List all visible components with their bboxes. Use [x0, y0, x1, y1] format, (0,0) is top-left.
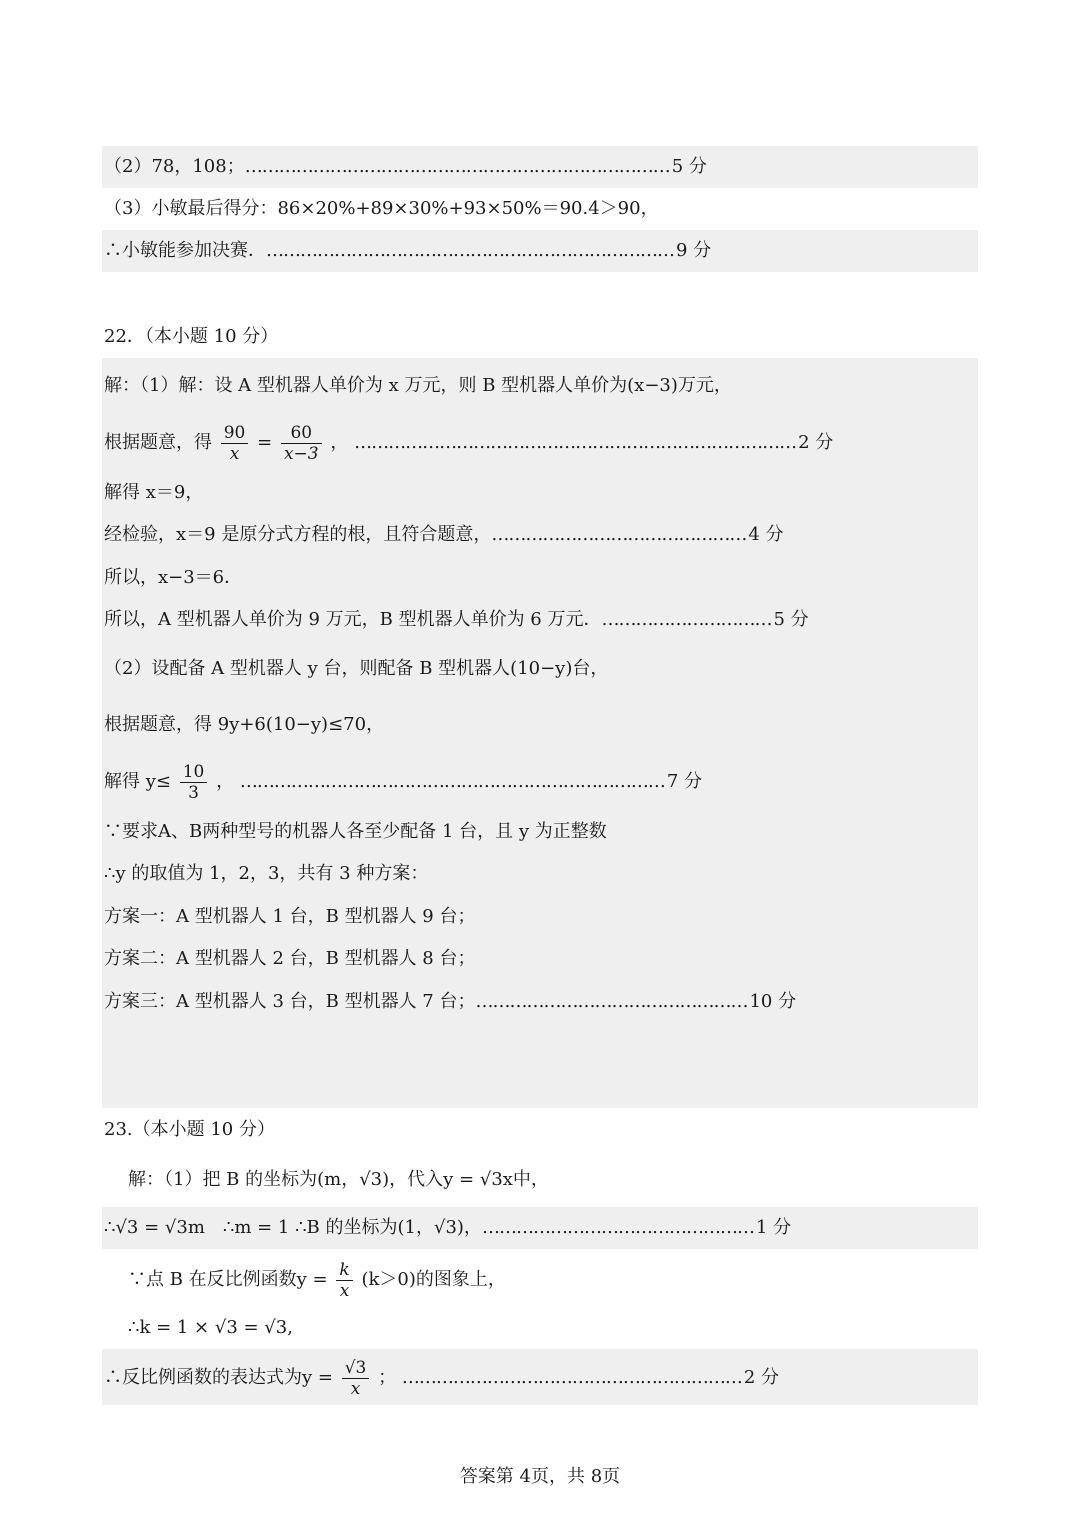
q22-line-13: 方案二：A 型机器人 2 台，B 型机器人 8 台； — [104, 948, 476, 969]
q21-line-3: ∴小敏能参加决赛．……………………………………………………………… 9 分 — [104, 240, 712, 261]
fraction: $\frac{√3}{x}$ — [342, 1358, 370, 1399]
page-footer: 答案第 4页，共 8页 — [459, 1466, 621, 1487]
score-mark: 2 分 — [743, 1367, 780, 1388]
score-mark: 4 分 — [748, 524, 784, 545]
fraction: $\frac{60}{x-3}$ — [281, 423, 322, 464]
q21-line-1: （2）78，108；………………………………………………………………… 5 分 — [104, 156, 707, 177]
q23-line-3: ∵点 B 在反比例函数y = $\frac{k}{x}$ (k＞0)的图象上， — [128, 1259, 506, 1301]
q22-line-12: 方案一：A 型机器人 1 台，B 型机器人 9 台； — [104, 906, 476, 927]
score-mark: 10 分 — [749, 991, 797, 1012]
q21-line-2: （3）小敏最后得分：86×20%+89×30%+93×50%＝90.4＞90， — [104, 198, 659, 219]
fraction: $\frac{10}{3}$ — [180, 762, 208, 803]
q22-line-4: 经检验，x＝9 是原分式方程的根，且符合题意，……………………………………… 4 分 — [104, 524, 784, 545]
score-mark: 2 分 — [798, 432, 834, 453]
q22-line-6: 所以，A 型机器人单价为 9 万元，B 型机器人单价为 6 万元．………………………… 5 分 — [104, 609, 809, 630]
fraction: $\frac{90}{x}$ — [221, 423, 249, 464]
score-mark: 5 分 — [773, 609, 809, 630]
q22-line-10: ∵要求A、B两种型号的机器人各至少配备 1 台，且 y 为正整数 — [104, 821, 607, 842]
q22-line-9: 解得 y≤ $\frac{10}{3}$ ， ………………………………………………………………… 7 分 — [104, 761, 703, 803]
q22-line-5: 所以，x−3＝6． — [104, 567, 243, 588]
score-mark: 7 分 — [666, 771, 703, 792]
q22-line-11: ∴y 的取值为 1，2，3，共有 3 种方案： — [104, 863, 429, 884]
q23-line-5: ∴反比例函数的表达式为y = $\frac{√3}{x}$ ； …………………………………………………… 2 分 — [104, 1357, 780, 1399]
q23-line-2: ∴√3 = √3m ∴m = 1 ∴B 的坐标为(1，√3)，………………………………………… 1 分 — [104, 1217, 792, 1238]
q22-line-8: 根据题意，得 9y+6(10−y)≤70， — [104, 714, 385, 735]
q22-line-3: 解得 x＝9， — [104, 482, 204, 503]
score-mark: 9 分 — [676, 240, 712, 261]
score-mark: 1 分 — [755, 1217, 792, 1238]
q22-line-2: 根据题意，得 $\frac{90}{x}$ = $\frac{60}{x-3}$ ， …………………………………………………………………… 2 分 — [104, 422, 834, 464]
q22-line-1: 解：（1）解：设 A 型机器人单价为 x 万元，则 B 型机器人单价为(x−3)万元， — [104, 375, 732, 396]
q22-line-7: （2）设配备 A 型机器人 y 台，则配备 B 型机器人(10−y)台， — [104, 658, 609, 679]
score-mark: 5 分 — [671, 156, 707, 177]
q22-line-14: 方案三：A 型机器人 3 台，B 型机器人 7 台；………………………………………… 10 分 — [104, 991, 797, 1012]
q23-line-4: ∴k = 1 × √3 = √3, — [128, 1317, 293, 1338]
q23-line-1: 解：（1）把 B 的坐标为(m，√3)，代入y = √3x中， — [128, 1169, 549, 1190]
q23-heading: 23.（本小题 10 分） — [104, 1119, 275, 1140]
q22-heading: 22．（本小题 10 分） — [104, 326, 279, 347]
fraction: $\frac{k}{x}$ — [336, 1260, 352, 1301]
